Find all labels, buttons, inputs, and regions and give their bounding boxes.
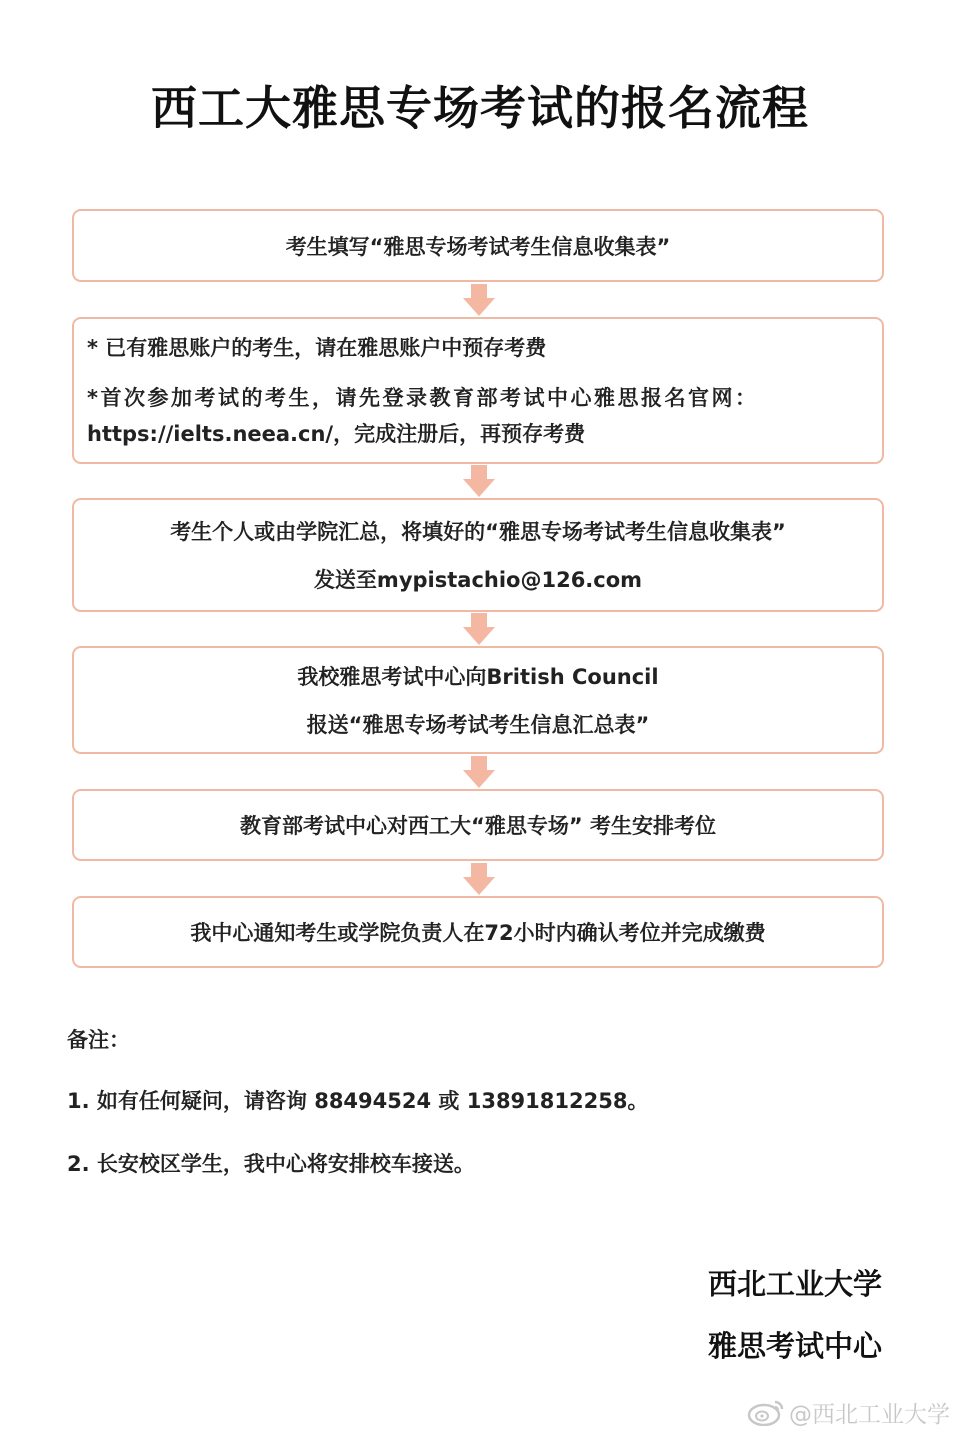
step-4-line-2: 报送“雅思专场考试考生信息汇总表”	[306, 713, 650, 737]
flow-step-4	[72, 646, 884, 754]
signature-center: 雅思考试中心	[707, 1329, 882, 1363]
step-1-text: 考生填写“雅思专场考试考生信息收集表”	[285, 234, 671, 259]
step-3-line-1: 考生个人或由学院汇总，将填好的“雅思专场考试考生信息收集表”	[170, 520, 786, 544]
flow-step-5	[72, 789, 884, 861]
weibo-watermark	[747, 1396, 950, 1428]
step-2-line-2: *首次参加考试的考生，请先登录教育部考试中心雅思报名官网：	[87, 386, 759, 410]
step-5-text: 教育部考试中心对西工大“雅思专场” 考生安排考位	[240, 814, 716, 838]
notes-heading: 备注：	[67, 1028, 130, 1052]
page-title: 西工大雅思专场考试的报名流程	[151, 81, 809, 135]
flow-step-3	[72, 498, 884, 612]
weibo-logo-icon	[747, 1398, 785, 1426]
step-4-line-1: 我校雅思考试中心向British Council	[297, 665, 659, 689]
down-arrow-icon	[463, 284, 495, 316]
flow-step-2	[72, 317, 884, 464]
note-item-2: 2. 长安校区学生，我中心将安排校车接送。	[67, 1152, 475, 1176]
flow-step-6	[72, 896, 884, 968]
down-arrow-icon	[463, 613, 495, 645]
down-arrow-icon	[463, 756, 495, 788]
step-2-line-3: https://ielts.neea.cn/，完成注册后，再预存考费	[87, 422, 586, 446]
signature-university: 西北工业大学	[707, 1267, 882, 1301]
flow-step-1	[72, 209, 884, 282]
note-item-1: 1. 如有任何疑问，请咨询 88494524 或 13891812258。	[67, 1089, 649, 1113]
down-arrow-icon	[463, 465, 495, 497]
watermark-text: @西北工业大学	[789, 1401, 950, 1428]
down-arrow-icon	[463, 863, 495, 895]
step-3-line-2: 发送至mypistachio@126.com	[313, 568, 643, 592]
step-2-line-1: * 已有雅思账户的考生，请在雅思账户中预存考费	[87, 336, 547, 360]
step-6-text: 我中心通知考生或学院负责人在72小时内确认考位并完成缴费	[190, 921, 766, 945]
